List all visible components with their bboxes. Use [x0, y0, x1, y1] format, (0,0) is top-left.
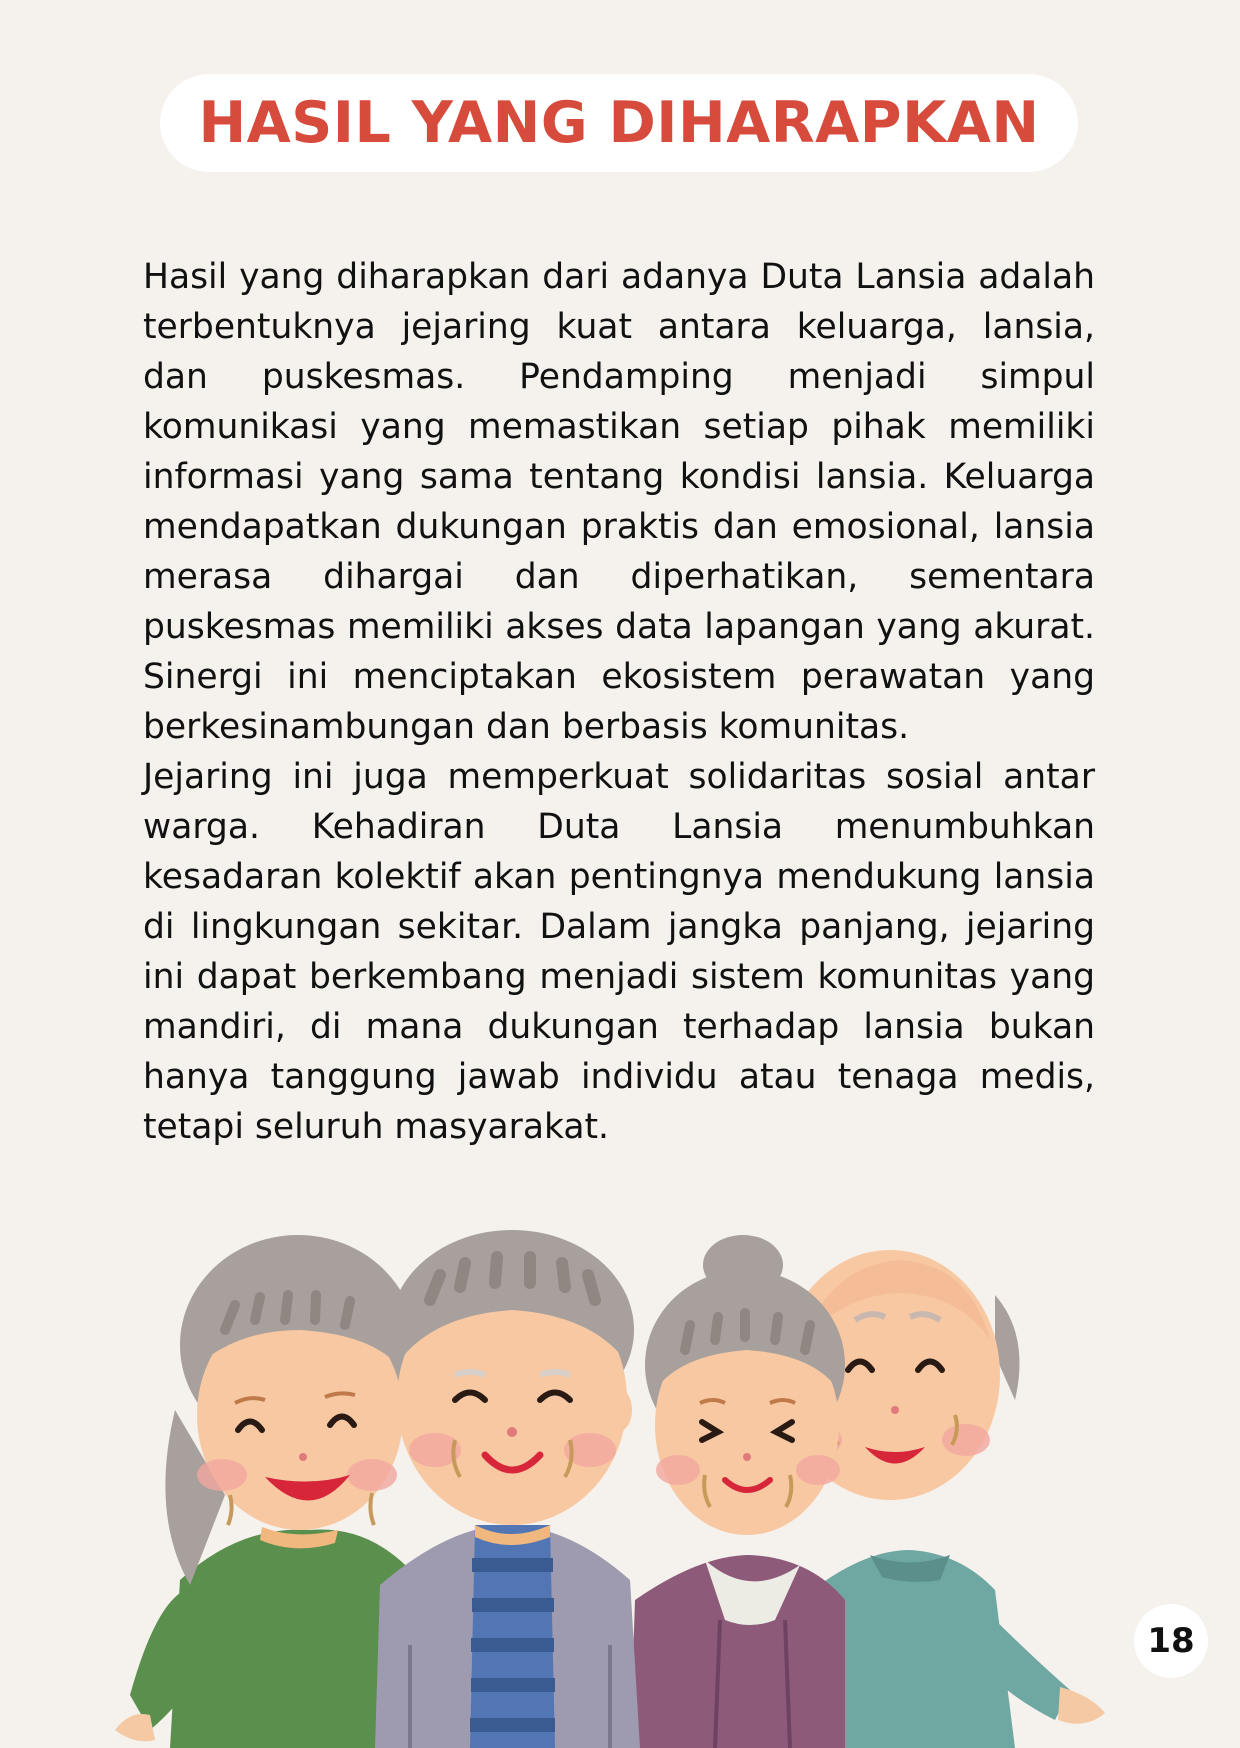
body-text	[143, 252, 1095, 1152]
elderly-man-cardigan	[375, 1230, 640, 1748]
page-number: 18	[1134, 1604, 1208, 1678]
title-banner	[160, 74, 1078, 172]
paragraph-1: Hasil yang diharapkan dari adanya Duta Lansia adalah terbentuknya jejaring kuat antara keluarga, lansia, dan puskesmas. Pendamping menjadi simpul komunikasi yang memastikan setiap pihak memiliki informasi yang sama tentang kondisi lansia. Keluarga mendapatkan dukungan praktis dan emosional, lansia merasa dihargai dan diperhatikan, sementara puskesmas memiliki akses data lapangan yang akurat. Sinergi ini menciptakan ekosistem perawatan yang berkesinambungan dan berbasis komunitas.	[143, 257, 1095, 747]
page-title: HASIL YANG DIHARAPKAN	[198, 90, 1040, 156]
paragraph-2: Jejaring ini juga memperkuat solidaritas sosial antar warga. Kehadiran Duta Lansia menumbuhkan kesadaran kolektif akan pentingnya mendukung lansia di lingkungan sekitar. Dalam jangka panjang, jejaring ini dapat berkembang menjadi sistem komunitas yang mandiri, di mana dukungan terhadap lansia bukan hanya tanggung jawab individu atau tenaga medis, tetapi seluruh masyarakat.	[143, 757, 1095, 1147]
elderly-group-illustration	[110, 1225, 1120, 1748]
elderly-woman-purple	[630, 1235, 845, 1748]
